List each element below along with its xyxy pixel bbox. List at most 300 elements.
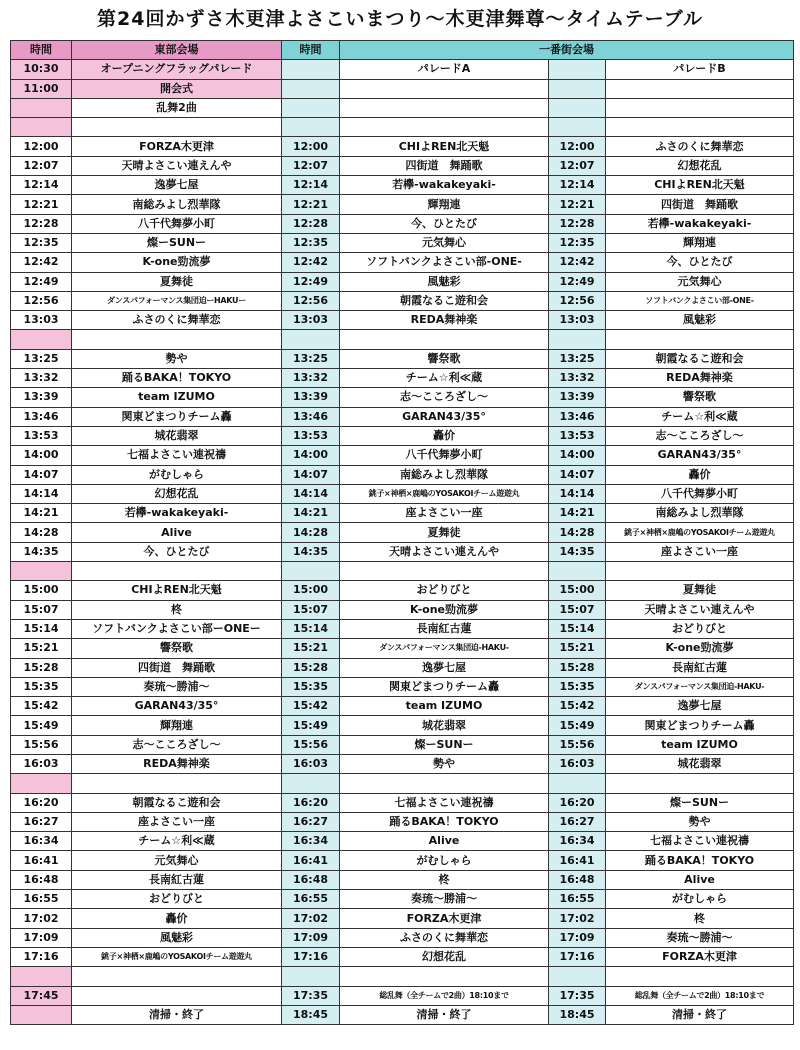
east-team: 逸夢七屋 <box>72 176 282 195</box>
east-team <box>72 986 282 1005</box>
time-east: 10:30 <box>11 60 72 79</box>
time-east: 13:03 <box>11 311 72 330</box>
parade-a-team: 響祭歌 <box>340 349 549 368</box>
table-row <box>11 156 794 175</box>
parade-b-team: 幻想花乱 <box>606 156 794 175</box>
parade-b-team: team IZUMO <box>606 735 794 754</box>
time-parade-a: 17:35 <box>282 986 340 1005</box>
table-row <box>11 253 794 272</box>
time-parade-a: 12:21 <box>282 195 340 214</box>
time-east: 14:28 <box>11 523 72 542</box>
parade-b-team: 城花翡翠 <box>606 754 794 773</box>
time-parade-b <box>549 967 606 986</box>
table-row <box>11 619 794 638</box>
parade-a-team: 若欅-wakakeyaki- <box>340 176 549 195</box>
east-team: 長南紅古蓮 <box>72 870 282 889</box>
east-team: 夏舞徒 <box>72 272 282 291</box>
time-parade-b: 15:21 <box>549 639 606 658</box>
table-row <box>11 754 794 773</box>
parade-a-team: 朝霞なるこ遊和会 <box>340 291 549 310</box>
parade-a-team <box>340 774 549 793</box>
time-east: 12:28 <box>11 214 72 233</box>
time-east: 12:35 <box>11 233 72 252</box>
parade-b-team: ダンスパフォーマンス集団迫-HAKU- <box>606 677 794 696</box>
table-row <box>11 330 794 349</box>
east-team: 城花翡翠 <box>72 426 282 445</box>
time-parade-a: 13:39 <box>282 388 340 407</box>
parade-b-team: FORZA木更津 <box>606 947 794 966</box>
table-row <box>11 484 794 503</box>
table-row <box>11 214 794 233</box>
time-east: 13:32 <box>11 369 72 388</box>
east-team: 響祭歌 <box>72 639 282 658</box>
time-parade-b: 16:55 <box>549 890 606 909</box>
time-parade-a: 12:14 <box>282 176 340 195</box>
time-east <box>11 98 72 117</box>
time-parade-b: 12:42 <box>549 253 606 272</box>
time-east: 14:07 <box>11 465 72 484</box>
time-east: 13:39 <box>11 388 72 407</box>
time-parade-a: 16:03 <box>282 754 340 773</box>
east-team: 勢や <box>72 349 282 368</box>
parade-b-team <box>606 98 794 117</box>
time-parade-a: 14:21 <box>282 504 340 523</box>
parade-b-team: 柊 <box>606 909 794 928</box>
east-team: 七福よさこい連祝禱 <box>72 446 282 465</box>
time-parade-a: 14:28 <box>282 523 340 542</box>
parade-a-team: team IZUMO <box>340 697 549 716</box>
parade-b-team: おどりびと <box>606 619 794 638</box>
parade-b-team <box>606 79 794 98</box>
time-parade-a: 16:48 <box>282 870 340 889</box>
time-parade-a: 12:35 <box>282 233 340 252</box>
parade-b-team: 夏舞徒 <box>606 581 794 600</box>
parade-a-team <box>340 79 549 98</box>
east-team: 関東どまつりチーム轟 <box>72 407 282 426</box>
time-east: 13:53 <box>11 426 72 445</box>
east-team <box>72 967 282 986</box>
east-team: 轟价 <box>72 909 282 928</box>
time-parade-b: 16:34 <box>549 832 606 851</box>
east-team: 元気舞心 <box>72 851 282 870</box>
time-parade-a: 16:20 <box>282 793 340 812</box>
time-parade-b: 12:49 <box>549 272 606 291</box>
east-team: チーム☆利≪蔵 <box>72 832 282 851</box>
time-parade-b: 16:03 <box>549 754 606 773</box>
time-parade-a <box>282 60 340 79</box>
table-row <box>11 832 794 851</box>
parade-b-team: 天晴よさこい連えんや <box>606 600 794 619</box>
east-team: CHIよREN北天魁 <box>72 581 282 600</box>
table-row <box>11 581 794 600</box>
time-parade-b: 17:16 <box>549 947 606 966</box>
parade-b-team: ソフトバンクよさこい部-ONE- <box>606 291 794 310</box>
time-parade-b: 16:27 <box>549 812 606 831</box>
east-team: REDA舞神楽 <box>72 754 282 773</box>
parade-b-team: 轟价 <box>606 465 794 484</box>
time-east: 12:42 <box>11 253 72 272</box>
parade-b-team: 総乱舞（全チームで2曲）18:10まで <box>606 986 794 1005</box>
east-team: 志～こころざし～ <box>72 735 282 754</box>
table-row <box>11 967 794 986</box>
parade-b-team: 四街道 舞踊歌 <box>606 195 794 214</box>
table-row <box>11 562 794 581</box>
table-row <box>11 349 794 368</box>
parade-b-team: 座よさこい一座 <box>606 542 794 561</box>
time-parade-a: 15:14 <box>282 619 340 638</box>
time-parade-b: 17:35 <box>549 986 606 1005</box>
parade-a-team: K-one勁流夢 <box>340 600 549 619</box>
time-parade-b: 13:32 <box>549 369 606 388</box>
time-parade-b: 13:25 <box>549 349 606 368</box>
time-parade-a: 17:09 <box>282 928 340 947</box>
table-row <box>11 233 794 252</box>
parade-b-team <box>606 562 794 581</box>
parade-a-team <box>340 562 549 581</box>
time-parade-a: 13:25 <box>282 349 340 368</box>
time-east: 13:25 <box>11 349 72 368</box>
east-team: 燦ーSUNー <box>72 233 282 252</box>
table-row <box>11 947 794 966</box>
parade-b-team: 勢や <box>606 812 794 831</box>
time-parade-b: 15:07 <box>549 600 606 619</box>
parade-b-team: がむしゃら <box>606 890 794 909</box>
table-row <box>11 407 794 426</box>
time-parade-a: 14:14 <box>282 484 340 503</box>
parade-b-team: 七福よさこい連祝禱 <box>606 832 794 851</box>
header-time-east: 時間 <box>11 41 72 60</box>
table-row <box>11 870 794 889</box>
time-east <box>11 562 72 581</box>
time-east: 15:21 <box>11 639 72 658</box>
table-row <box>11 986 794 1005</box>
table-row <box>11 600 794 619</box>
parade-a-team: 元気舞心 <box>340 233 549 252</box>
time-east <box>11 967 72 986</box>
time-east: 14:00 <box>11 446 72 465</box>
table-row <box>11 677 794 696</box>
parade-a-team: 輝翔連 <box>340 195 549 214</box>
parade-a-team: 今、ひとたび <box>340 214 549 233</box>
table-row <box>11 176 794 195</box>
time-parade-b <box>549 118 606 137</box>
page-title: 第24回かずさ木更津よさこいまつり～木更津舞尊～タイムテーブル <box>97 8 703 30</box>
east-team: 天晴よさこい連えんや <box>72 156 282 175</box>
time-parade-b: 14:14 <box>549 484 606 503</box>
time-east <box>11 118 72 137</box>
time-parade-a: 14:35 <box>282 542 340 561</box>
time-parade-b: 14:07 <box>549 465 606 484</box>
time-parade-b <box>549 562 606 581</box>
time-parade-a: 12:49 <box>282 272 340 291</box>
parade-a-team <box>340 98 549 117</box>
time-parade-b: 17:09 <box>549 928 606 947</box>
table-row <box>11 735 794 754</box>
parade-a-team: CHIよREN北天魁 <box>340 137 549 156</box>
time-parade-b: 14:00 <box>549 446 606 465</box>
parade-b-team: ふさのくに舞華恋 <box>606 137 794 156</box>
time-parade-a <box>282 562 340 581</box>
table-row <box>11 369 794 388</box>
parade-b-team: 元気舞心 <box>606 272 794 291</box>
east-team: 銚子×神栖×鹿嶋のYOSAKOIチーム遊遊丸 <box>72 947 282 966</box>
parade-a-team: GARAN43/35° <box>340 407 549 426</box>
time-parade-a <box>282 967 340 986</box>
parade-a-team: おどりびと <box>340 581 549 600</box>
time-east: 12:21 <box>11 195 72 214</box>
parade-a-team: 南総みよし烈華隊 <box>340 465 549 484</box>
east-team: 幻想花乱 <box>72 484 282 503</box>
table-row <box>11 716 794 735</box>
parade-a-team <box>340 967 549 986</box>
time-east: 12:49 <box>11 272 72 291</box>
parade-b-team: 逸夢七屋 <box>606 697 794 716</box>
parade-b-team: 八千代舞夢小町 <box>606 484 794 503</box>
time-parade-a: 12:42 <box>282 253 340 272</box>
time-parade-b: 18:45 <box>549 1005 606 1024</box>
table-row <box>11 793 794 812</box>
parade-a-team: パレードA <box>340 60 549 79</box>
table-row <box>11 118 794 137</box>
table-row <box>11 697 794 716</box>
time-parade-a: 13:46 <box>282 407 340 426</box>
parade-b-team: Alive <box>606 870 794 889</box>
parade-b-team: 踊るBAKA！TOKYO <box>606 851 794 870</box>
parade-a-team: 城花翡翠 <box>340 716 549 735</box>
parade-b-team: 若欅-wakakeyaki- <box>606 214 794 233</box>
parade-b-team: 今、ひとたび <box>606 253 794 272</box>
east-team: 若欅-wakakeyaki- <box>72 504 282 523</box>
parade-a-team: 志～こころざし～ <box>340 388 549 407</box>
parade-a-team <box>340 330 549 349</box>
time-parade-b: 16:41 <box>549 851 606 870</box>
header-east-venue: 東部会場 <box>72 41 282 60</box>
time-parade-b: 13:46 <box>549 407 606 426</box>
east-team: 乱舞2曲 <box>72 98 282 117</box>
table-row <box>11 465 794 484</box>
table-row <box>11 137 794 156</box>
time-parade-a: 15:42 <box>282 697 340 716</box>
east-team: 清掃・終了 <box>72 1005 282 1024</box>
time-parade-b: 13:03 <box>549 311 606 330</box>
time-parade-b: 12:28 <box>549 214 606 233</box>
east-team: 今、ひとたび <box>72 542 282 561</box>
table-row <box>11 928 794 947</box>
east-team <box>72 118 282 137</box>
time-parade-a: 12:28 <box>282 214 340 233</box>
time-parade-b: 15:14 <box>549 619 606 638</box>
parade-a-team: 逸夢七屋 <box>340 658 549 677</box>
east-team <box>72 330 282 349</box>
header-ichiban-venue: 一番街会場 <box>340 41 794 60</box>
time-parade-b <box>549 330 606 349</box>
header-row <box>11 41 794 60</box>
parade-a-team: 清掃・終了 <box>340 1005 549 1024</box>
time-east: 16:48 <box>11 870 72 889</box>
east-team: オープニングフラッグパレード <box>72 60 282 79</box>
time-parade-a: 17:02 <box>282 909 340 928</box>
time-east: 14:35 <box>11 542 72 561</box>
parade-a-team: 奏琉～勝浦～ <box>340 890 549 909</box>
time-parade-b: 13:53 <box>549 426 606 445</box>
east-team: おどりびと <box>72 890 282 909</box>
parade-b-team: 燦ーSUNー <box>606 793 794 812</box>
east-team: ふさのくに舞華恋 <box>72 311 282 330</box>
time-parade-b: 12:56 <box>549 291 606 310</box>
parade-a-team: 幻想花乱 <box>340 947 549 966</box>
parade-a-team: ふさのくに舞華恋 <box>340 928 549 947</box>
time-east: 16:55 <box>11 890 72 909</box>
parade-b-team: 志～こころざし～ <box>606 426 794 445</box>
time-parade-b: 12:14 <box>549 176 606 195</box>
parade-a-team: 関東どまつりチーム轟 <box>340 677 549 696</box>
parade-a-team: Alive <box>340 832 549 851</box>
time-east: 15:56 <box>11 735 72 754</box>
parade-b-team: K-one勁流夢 <box>606 639 794 658</box>
header-time-ichiban: 時間 <box>282 41 340 60</box>
timetable <box>10 40 794 1025</box>
table-row <box>11 291 794 310</box>
time-east: 17:02 <box>11 909 72 928</box>
time-east: 16:03 <box>11 754 72 773</box>
table-row <box>11 658 794 677</box>
table-row <box>11 98 794 117</box>
time-east: 15:28 <box>11 658 72 677</box>
table-row <box>11 311 794 330</box>
east-team: 八千代舞夢小町 <box>72 214 282 233</box>
parade-b-team: 清掃・終了 <box>606 1005 794 1024</box>
time-parade-b: 17:02 <box>549 909 606 928</box>
table-row <box>11 639 794 658</box>
time-parade-b: 14:35 <box>549 542 606 561</box>
east-team: FORZA木更津 <box>72 137 282 156</box>
time-parade-a: 16:34 <box>282 832 340 851</box>
time-parade-b: 15:35 <box>549 677 606 696</box>
time-parade-b: 15:42 <box>549 697 606 716</box>
time-parade-a: 13:03 <box>282 311 340 330</box>
time-east <box>11 1005 72 1024</box>
time-parade-a: 16:27 <box>282 812 340 831</box>
parade-a-team: チーム☆利≪蔵 <box>340 369 549 388</box>
time-parade-b: 12:21 <box>549 195 606 214</box>
parade-a-team: 四街道 舞踊歌 <box>340 156 549 175</box>
east-team: GARAN43/35° <box>72 697 282 716</box>
time-parade-a: 14:00 <box>282 446 340 465</box>
parade-a-team: 総乱舞（全チームで2曲）18:10まで <box>340 986 549 1005</box>
parade-b-team: REDA舞神楽 <box>606 369 794 388</box>
east-team: 柊 <box>72 600 282 619</box>
parade-b-team: チーム☆利≪蔵 <box>606 407 794 426</box>
time-parade-a: 16:55 <box>282 890 340 909</box>
parade-b-team: 南総みよし烈華隊 <box>606 504 794 523</box>
time-parade-a: 15:49 <box>282 716 340 735</box>
time-east: 14:21 <box>11 504 72 523</box>
time-parade-b: 15:49 <box>549 716 606 735</box>
parade-a-team: 風魅彩 <box>340 272 549 291</box>
time-parade-b: 15:56 <box>549 735 606 754</box>
time-parade-b: 14:21 <box>549 504 606 523</box>
time-parade-b <box>549 79 606 98</box>
parade-a-team: 銚子×神栖×鹿嶋のYOSAKOIチーム遊遊丸 <box>340 484 549 503</box>
east-team: 開会式 <box>72 79 282 98</box>
time-parade-a <box>282 774 340 793</box>
time-parade-a: 15:56 <box>282 735 340 754</box>
time-parade-a: 13:53 <box>282 426 340 445</box>
east-team: ソフトバンクよさこい部ーONEー <box>72 619 282 638</box>
table-row <box>11 388 794 407</box>
parade-a-team: 轟价 <box>340 426 549 445</box>
time-parade-b: 12:07 <box>549 156 606 175</box>
table-row <box>11 909 794 928</box>
parade-b-team: CHIよREN北天魁 <box>606 176 794 195</box>
time-east: 11:00 <box>11 79 72 98</box>
time-parade-a: 12:07 <box>282 156 340 175</box>
east-team: 輝翔連 <box>72 716 282 735</box>
east-team: 踊るBAKA！TOKYO <box>72 369 282 388</box>
parade-a-team: 長南紅古蓮 <box>340 619 549 638</box>
time-east: 15:14 <box>11 619 72 638</box>
parade-a-team: REDA舞神楽 <box>340 311 549 330</box>
east-team: 座よさこい一座 <box>72 812 282 831</box>
table-row <box>11 195 794 214</box>
parade-a-team: ソフトバンクよさこい部-ONE- <box>340 253 549 272</box>
time-parade-a <box>282 118 340 137</box>
time-east: 17:09 <box>11 928 72 947</box>
time-east: 16:20 <box>11 793 72 812</box>
parade-a-team: 夏舞徒 <box>340 523 549 542</box>
parade-a-team: がむしゃら <box>340 851 549 870</box>
time-east: 15:49 <box>11 716 72 735</box>
table-row <box>11 60 794 79</box>
parade-a-team: 踊るBAKA！TOKYO <box>340 812 549 831</box>
time-parade-a: 14:07 <box>282 465 340 484</box>
parade-b-team: 関東どまつりチーム轟 <box>606 716 794 735</box>
time-parade-b: 16:48 <box>549 870 606 889</box>
time-east: 17:16 <box>11 947 72 966</box>
east-team: 奏琉～勝浦～ <box>72 677 282 696</box>
time-east: 12:56 <box>11 291 72 310</box>
parade-a-team: 勢や <box>340 754 549 773</box>
table-row <box>11 774 794 793</box>
time-parade-a: 15:35 <box>282 677 340 696</box>
time-parade-b: 16:20 <box>549 793 606 812</box>
time-parade-b: 15:28 <box>549 658 606 677</box>
parade-b-team: 朝霞なるこ遊和会 <box>606 349 794 368</box>
time-parade-a <box>282 79 340 98</box>
parade-b-team: 銚子×神栖×鹿嶋のYOSAKOIチーム遊遊丸 <box>606 523 794 542</box>
time-east: 15:07 <box>11 600 72 619</box>
time-east: 13:46 <box>11 407 72 426</box>
time-east <box>11 330 72 349</box>
time-parade-a: 12:00 <box>282 137 340 156</box>
time-east: 12:00 <box>11 137 72 156</box>
time-east: 12:14 <box>11 176 72 195</box>
parade-b-team: 風魅彩 <box>606 311 794 330</box>
time-east: 16:27 <box>11 812 72 831</box>
parade-b-team: パレードB <box>606 60 794 79</box>
time-parade-a: 15:21 <box>282 639 340 658</box>
time-east: 14:14 <box>11 484 72 503</box>
time-parade-b <box>549 98 606 117</box>
east-team: がむしゃら <box>72 465 282 484</box>
parade-b-team: 長南紅古蓮 <box>606 658 794 677</box>
parade-a-team <box>340 118 549 137</box>
parade-b-team: 響祭歌 <box>606 388 794 407</box>
time-east <box>11 774 72 793</box>
time-parade-a: 15:28 <box>282 658 340 677</box>
table-row <box>11 446 794 465</box>
east-team <box>72 562 282 581</box>
